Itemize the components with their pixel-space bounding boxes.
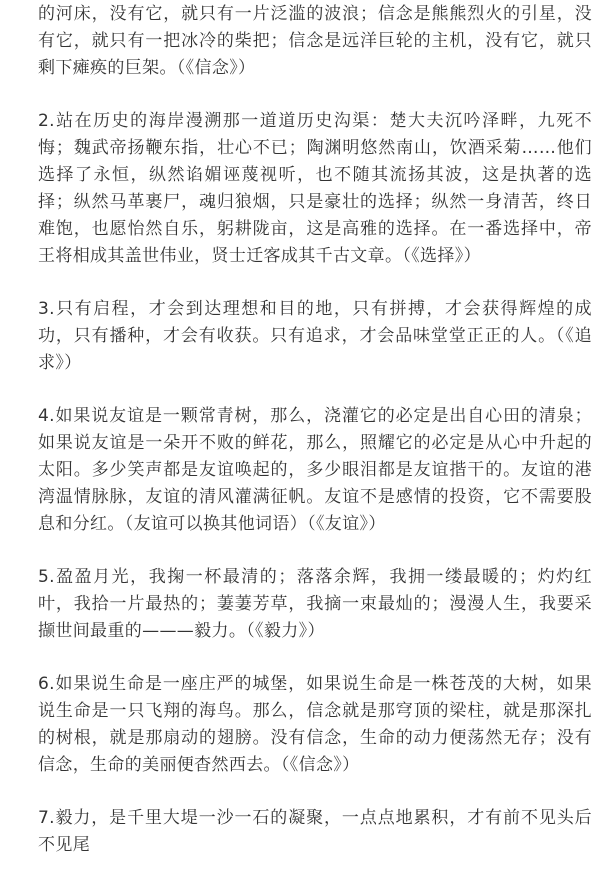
paragraph-6-belief: 6.如果说生命是一座庄严的城堡，如果说生命是一株苍茂的大树，如果说生命是一只飞翔的海鸟。那么，信念就是那穹顶的梁柱，就是那深扎的树根，就是那扇动的翅膀。没有信念，生命的动力便荡然无存；没有信念，生命的美丽便杳然西去。（《信念》） [38, 674, 592, 775]
paragraph-3-pursuit: 3.只有启程，才会到达理想和目的地，只有拼搏，才会获得辉煌的成功，只有播种，才会有收获。只有追求，才会品味堂堂正正的人。（《追求》） [38, 299, 592, 373]
paragraph-2-choice: 2.站在历史的海岸漫溯那一道道历史沟渠：楚大夫沉吟泽畔，九死不悔；魏武帝扬鞭东指，壮心不已；陶渊明悠然南山，饮酒采菊……他们选择了永恒，纵然谄媚诬蔑视听，也不随其流扬其波，这是执著的选择；纵然马革裹尸，魂归狼烟，只是豪壮的选择；纵然一身清苦，终日难饱，也愿怡然自乐，躬耕陇亩，这是高雅的选择。在一番选择中，帝王将相成其盖世伟业，贤士迁客成其千古文章。（《选择》） [38, 111, 592, 266]
paragraph-4-friendship: 4.如果说友谊是一颗常青树，那么，浇灌它的必定是出自心田的清泉；如果说友谊是一朵开不败的鲜花，那么，照耀它的必定是从心中升起的太阳。多少笑声都是友谊唤起的，多少眼泪都是友谊揩干的。友谊的港湾温情脉脉，友谊的清风灌满征帆。友谊不是感情的投资，它不需要股息和分红。（友谊可以换其他词语）（《友谊》） [38, 406, 592, 534]
article-body [38, 1, 592, 885]
paragraph-7-perseverance: 7.毅力，是千里大堤一沙一石的凝聚，一点点地累积，才有前不见头后不见尾 [38, 808, 592, 855]
paragraph-5-perseverance: 5.盈盈月光，我掬一杯最清的；落落余辉，我拥一缕最暖的；灼灼红叶，我拾一片最热的；萋萋芳草，我摘一束最灿的；漫漫人生，我要采撷世间最重的———毅力。（《毅力》） [38, 567, 592, 641]
paragraph-belief-continued: 的河床，没有它，就只有一片泛滥的波浪；信念是熊熊烈火的引星，没有它，就只有一把冰冷的柴把；信念是远洋巨轮的主机，没有它，就只剩下瘫痪的巨架。（《信念》） [38, 4, 592, 78]
